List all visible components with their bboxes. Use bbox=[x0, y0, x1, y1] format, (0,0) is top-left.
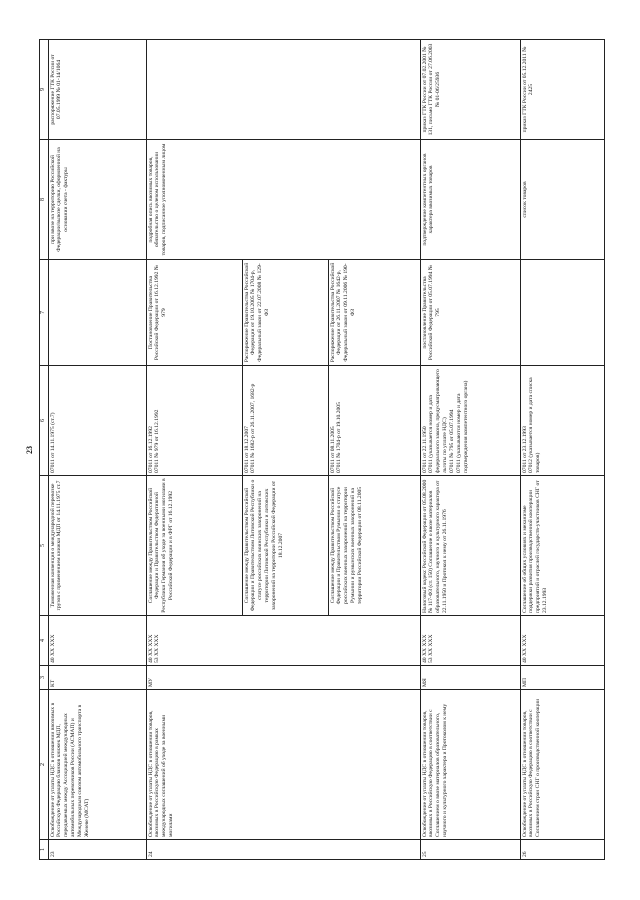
row-basis-text: Таможенная конвенция о международной перевозке грузов с применением книжки МДП от 14.11.1975 ст.7 bbox=[48, 476, 146, 616]
row-letter: распоряжение ГТК России от 07.05.1999 № 01-14/1064 bbox=[48, 40, 146, 140]
row-tnved: 40 XX XXX bbox=[48, 616, 146, 666]
row-basis-law: Распоряжение Правительства Российской Федерации от 26.11.2007 № 1642-р, Федеральный закон от 09.11.2006 № 190-ФЗ bbox=[328, 260, 420, 366]
row-basis-ref: 07011 от 08.11.2005 07011 № 1704-р от 19.10.2005 bbox=[328, 366, 420, 476]
row-basis-law bbox=[48, 260, 146, 366]
row-description: Освобождение от уплаты НДС в отношении товаров, ввозимых в Российскую Федерацию в соответствии с Соглашением о ввозе материалов образовательного, научного и культурного характера и Протоколом к нему bbox=[420, 690, 520, 840]
row-basis-ref: 07011 от 16.12.1992 07011 № 979 от 16.12.1992 bbox=[146, 366, 242, 476]
row-basis-text: Соглашение между Правительством Российской Федерации и Правительством Литовской Республики о статусе российских воинских захоронений на территории Литовской Республики и литовских захоронений на территории Российской Федерации от 18.12.2007 bbox=[242, 476, 328, 616]
row-basis-ref: 07011 от 14.11.1975 (ст.7) bbox=[48, 366, 146, 476]
row-basis-law: Постановление Правительства Российской Федерации от 16.12.1992 № 979 bbox=[146, 260, 242, 366]
row-code: МЯ bbox=[420, 666, 520, 690]
row-code: МП bbox=[520, 666, 604, 690]
col-header-4: 4 bbox=[40, 616, 49, 666]
row-basis-law: Распоряжение Правительства Российской Федерации от 19.10.2005 № 1704-р, Федеральный закон от 22.07.2008 № 129-ФЗ bbox=[242, 260, 328, 366]
row-description: Освобождение от уплаты НДС в отношении ввозимых в Российскую Федерацию бланков книжек МДП, передаваемых между Ассоциацией международных автомобильных перевозчиков России (АСМАП) и Международным союзом автомобильного транспорта в Женеве (МСАТ) bbox=[48, 690, 146, 840]
col-header-3: 3 bbox=[40, 666, 49, 690]
row-letter bbox=[146, 40, 420, 140]
row-docs: при ввозе на территорию Российской Федерации/вывозе сделки, оформленной на основании счета - фактуры bbox=[48, 140, 146, 260]
row-code: КТ bbox=[48, 666, 146, 690]
row-tnved: 40 XX XXX 53 XX XXX bbox=[146, 616, 420, 666]
row-letter: приказ ГТК России от 05.12.2011 № 2425 bbox=[520, 40, 604, 140]
col-header-5: 5 bbox=[40, 476, 49, 616]
row-code: МУ bbox=[146, 666, 420, 690]
row-number: 26 bbox=[520, 840, 604, 860]
row-letter: приказ ГТК России от 07.02.2001 № 131, письмо ГТК России от 27.06.2003 № 01-06/25936 bbox=[420, 40, 520, 140]
row-basis-law: постановление Правительства Российской Федерации от 05.07.1994 № 795 bbox=[420, 260, 520, 366]
row-description: Освобождение от уплаты НДС в отношении товаров, ввозимых в Российскую Федерацию в рамках международных соглашений об уходе за военными могилами bbox=[146, 690, 420, 840]
row-number: 25 bbox=[420, 840, 520, 860]
row-basis-text: Соглашение между Правительством Российской Федерации и Правительством Федеративной Республики Германия об уходе за военными могилами в Российской Федерации и в ФРГ от 16.12.1992 bbox=[146, 476, 242, 616]
col-header-9: 9 bbox=[40, 40, 49, 140]
table-row bbox=[520, 40, 604, 860]
row-basis-ref: 07011 от 18.12.2007 07011 № 1682-р от 26.11.2007, 1682-р bbox=[242, 366, 328, 476]
page-number: 23 bbox=[25, 446, 34, 454]
row-docs: подтверждение компетентных органов характера ввозимых товаров bbox=[420, 140, 520, 260]
col-header-1: 1 bbox=[40, 840, 49, 860]
row-basis-ref: 07011 от 22.11.1950 07011 (указывается номер и дата федерального закона, предусматривающего льготы по уплате НДС) 07011 № 795 от 05.07.1994 07011 (указываются номер и дата подтверждения компетентного органа) bbox=[420, 366, 520, 476]
benefits-table bbox=[39, 39, 605, 860]
row-basis-law bbox=[520, 260, 604, 366]
col-header-6: 6 bbox=[40, 366, 49, 476]
row-basis-text: Соглашение между Правительством Российской Федерации и Правительством Румынии о статусе российских военных захоронений на территории Румынии и румынских военных захоронений на территории Российской Федерации от 08.11.2005 bbox=[328, 476, 420, 616]
row-description: Освобождение от уплаты НДС в отношении товаров, ввозимых в Российскую Федерацию в соответствии с Соглашением стран СНГ о производственной кооперации bbox=[520, 690, 604, 840]
row-tnved: 40 XX XXX bbox=[520, 616, 604, 666]
row-number: 24 bbox=[146, 840, 420, 860]
table-row bbox=[420, 40, 520, 860]
row-basis-text: Соглашение об общих условиях и механизме поддержки развития производственной кооперации предприятий и отраслей государств-участников СНГ от 23.12.1993 bbox=[520, 476, 604, 616]
row-docs: список товаров bbox=[520, 140, 604, 260]
col-header-8: 8 bbox=[40, 140, 49, 260]
row-docs: подробная опись ввозимых товаров, обязательство о целевом использовании товаров, подписанное уполномоченным лицом bbox=[146, 140, 420, 260]
col-header-7: 7 bbox=[40, 260, 49, 366]
header-row bbox=[40, 40, 49, 860]
col-header-2: 2 bbox=[40, 690, 49, 840]
rotated-sheet bbox=[25, 40, 615, 860]
table-row bbox=[146, 40, 242, 860]
row-tnved: 40 XX XXX 53 XX XXX bbox=[420, 616, 520, 666]
table-row bbox=[48, 40, 146, 860]
row-number: 23 bbox=[48, 840, 146, 860]
row-basis-ref: 07011 от 23.12.1993 07012 (указывается номер и дата списка товаров) bbox=[520, 366, 604, 476]
row-basis-text: Налоговый кодекс Российской Федерации от 05.08.2000 № 117-ФЗ (ст. 150) Соглашение о ввозе материалов образовательного, научного и культурного характера от 22.11.1950 и Протокол к нему от 26.11.1976 bbox=[420, 476, 520, 616]
